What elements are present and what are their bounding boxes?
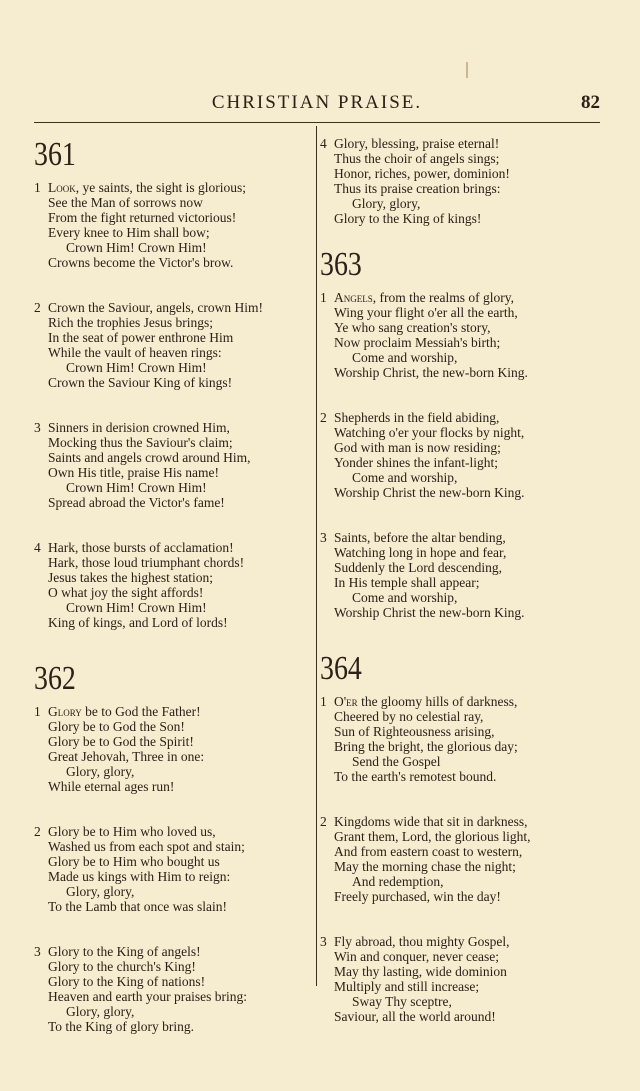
stanza-line bbox=[320, 769, 602, 784]
stanza-number: 2 bbox=[320, 814, 327, 829]
stanza-first-line bbox=[320, 934, 602, 949]
stanza-line bbox=[34, 600, 310, 615]
line-text: Grant them, Lord, the glorious light, bbox=[334, 829, 531, 844]
line-text: Wing your flight o'er all the earth, bbox=[334, 305, 518, 320]
line-text: Rich the trophies Jesus brings; bbox=[48, 315, 213, 330]
line-text: Multiply and still increase; bbox=[334, 979, 480, 994]
stanza-wrap bbox=[34, 824, 310, 914]
page-header bbox=[34, 92, 600, 118]
stanza-number: 3 bbox=[320, 934, 327, 949]
hymn-364 bbox=[320, 650, 602, 1024]
stanza-line bbox=[34, 555, 310, 570]
stanza-wrap bbox=[34, 420, 310, 510]
stanza bbox=[320, 136, 602, 226]
stanza-line bbox=[320, 350, 602, 365]
line-text: ye saints, the sight is glorious; bbox=[82, 180, 246, 195]
stanza-wrap bbox=[320, 410, 602, 500]
stanza-line bbox=[320, 605, 602, 620]
stanza-line bbox=[34, 779, 310, 794]
line-text: In the seat of power enthrone Him bbox=[48, 330, 234, 345]
line-text: Sinners in derision crowned Him, bbox=[48, 420, 230, 435]
line-text: Glory be to God the Spirit! bbox=[48, 734, 194, 749]
stanza-line bbox=[34, 210, 310, 225]
line-text: Honor, riches, power, dominion! bbox=[334, 166, 510, 181]
line-text: Crown the Saviour King of kings! bbox=[48, 375, 233, 390]
hymn-text bbox=[34, 704, 310, 1034]
stanza bbox=[34, 944, 310, 1034]
stanza-wrap bbox=[320, 934, 602, 1024]
line-text: From the fight returned victorious! bbox=[48, 210, 237, 225]
stanza-line bbox=[34, 495, 310, 510]
line-text: Freely purchased, win the day! bbox=[334, 889, 501, 904]
continued-stanza bbox=[320, 136, 602, 226]
stanza-line bbox=[34, 255, 310, 270]
line-text: Glory, blessing, praise eternal! bbox=[334, 136, 500, 151]
stanza-number: 3 bbox=[320, 530, 327, 545]
stanza-line bbox=[34, 450, 310, 465]
line-text: Come and worship, bbox=[352, 590, 458, 605]
line-text: To the Lamb that once was slain! bbox=[48, 899, 228, 914]
stanza-line bbox=[34, 959, 310, 974]
stanza-line bbox=[34, 375, 310, 390]
line-text: Send the Gospel bbox=[352, 754, 441, 769]
stanza bbox=[34, 180, 310, 270]
left-column bbox=[34, 126, 310, 1034]
stanza-line bbox=[34, 345, 310, 360]
hymn-number: 361 bbox=[34, 136, 76, 173]
line-text: Sway Thy sceptre, bbox=[352, 994, 452, 1009]
line-text: Yonder shines the infant-light; bbox=[334, 455, 498, 470]
stanza-line bbox=[320, 739, 602, 754]
stanza-line bbox=[34, 974, 310, 989]
stanza-wrap bbox=[34, 300, 310, 390]
stanza-line bbox=[320, 964, 602, 979]
line-text: To the earth's remotest bound. bbox=[334, 769, 497, 784]
line-text: While the vault of heaven rings: bbox=[48, 345, 222, 360]
line-text: Watching o'er your flocks by night, bbox=[334, 425, 525, 440]
page-number: 82 bbox=[581, 92, 600, 113]
stanza-number: 3 bbox=[34, 420, 41, 435]
line-text: Glory be to Him who bought us bbox=[48, 854, 220, 869]
line-text: be to God the Father! bbox=[85, 704, 201, 719]
stanza-number: 1 bbox=[34, 704, 41, 719]
line-text: Bring the bright, the glorious day; bbox=[334, 739, 518, 754]
stanza-first-line bbox=[34, 704, 310, 719]
stanza-wrap bbox=[320, 290, 602, 380]
stanza-number: 1 bbox=[34, 180, 41, 195]
right-column bbox=[320, 126, 602, 1024]
stanza-first-line bbox=[34, 540, 310, 555]
stanza bbox=[34, 540, 310, 630]
stanza-line bbox=[320, 949, 602, 964]
stanza-number: 1 bbox=[320, 290, 327, 305]
stanza-line bbox=[320, 196, 602, 211]
hymn-text bbox=[320, 290, 602, 620]
hymn-number: 362 bbox=[34, 660, 76, 697]
stanza-line bbox=[320, 425, 602, 440]
running-title: CHRISTIAN PRAISE. bbox=[211, 92, 423, 113]
stanza-line bbox=[34, 240, 310, 255]
line-text: Thus the choir of angels sings; bbox=[334, 151, 500, 166]
stanza-wrap bbox=[34, 180, 310, 270]
stanza-line bbox=[320, 365, 602, 380]
stanza-line bbox=[320, 545, 602, 560]
line-text: Cheered by no celestial ray, bbox=[334, 709, 484, 724]
stanza-line bbox=[34, 869, 310, 884]
stanza-wrap bbox=[320, 530, 602, 620]
line-text: Sun of Righteousness arising, bbox=[334, 724, 495, 739]
stanza-line bbox=[320, 485, 602, 500]
stanza-line bbox=[34, 480, 310, 495]
hymn-number: 364 bbox=[320, 650, 362, 687]
stanza-line bbox=[320, 724, 602, 739]
line-text: the gloomy hills of darkness, bbox=[361, 694, 518, 709]
line-text: To the King of glory bring. bbox=[48, 1019, 195, 1034]
line-text: Hark, those loud triumphant chords! bbox=[48, 555, 245, 570]
stanza-first-line bbox=[320, 530, 602, 545]
stanza-number: 2 bbox=[34, 824, 41, 839]
hymn-361 bbox=[34, 136, 310, 630]
stanza-number: 4 bbox=[34, 540, 41, 555]
stanza-line bbox=[320, 181, 602, 196]
line-text: While eternal ages run! bbox=[48, 779, 175, 794]
line-text: O what joy the sight affords! bbox=[48, 585, 204, 600]
stanza-line bbox=[34, 360, 310, 375]
line-text: God with man is now residing; bbox=[334, 440, 501, 455]
stanza-first-line bbox=[34, 944, 310, 959]
stanza-line bbox=[320, 859, 602, 874]
line-text: Come and worship, bbox=[352, 470, 458, 485]
line-text: Fly abroad, thou mighty Gospel, bbox=[334, 934, 510, 949]
line-text: Crown Him! Crown Him! bbox=[66, 600, 207, 615]
stanza-lead-word: O'er bbox=[334, 694, 358, 709]
paper-mark bbox=[466, 62, 468, 78]
stanza-line bbox=[34, 899, 310, 914]
stanza-first-line bbox=[34, 824, 310, 839]
stanza-line bbox=[320, 590, 602, 605]
stanza-first-line bbox=[34, 420, 310, 435]
line-text: Thus its praise creation brings: bbox=[334, 181, 501, 196]
stanza-line bbox=[320, 151, 602, 166]
stanza-line bbox=[34, 884, 310, 899]
stanza-line bbox=[34, 195, 310, 210]
stanza bbox=[34, 824, 310, 914]
line-text: Suddenly the Lord descending, bbox=[334, 560, 502, 575]
stanza-line bbox=[34, 734, 310, 749]
stanza-line bbox=[34, 749, 310, 764]
line-text: Watching long in hope and fear, bbox=[334, 545, 507, 560]
line-text: Crown Him! Crown Him! bbox=[66, 360, 207, 375]
line-text: Ye who sang creation's story, bbox=[334, 320, 491, 335]
line-text: Crown Him! Crown Him! bbox=[66, 240, 207, 255]
stanza-line bbox=[320, 709, 602, 724]
line-text: Win and conquer, never cease; bbox=[334, 949, 499, 964]
line-text: Saints and angels crowd around Him, bbox=[48, 450, 251, 465]
stanza-lead-word: Look, bbox=[48, 180, 80, 195]
stanza-line bbox=[34, 585, 310, 600]
line-text: Great Jehovah, Three in one: bbox=[48, 749, 205, 764]
stanza-lead-word: Angels, bbox=[334, 290, 377, 305]
stanza-line bbox=[34, 854, 310, 869]
stanza-wrap bbox=[34, 540, 310, 630]
stanza-line bbox=[320, 844, 602, 859]
hymn-text bbox=[320, 694, 602, 1024]
stanza-line bbox=[34, 465, 310, 480]
stanza bbox=[34, 704, 310, 794]
stanza-first-line bbox=[320, 290, 602, 305]
line-text: Glory to the King of kings! bbox=[334, 211, 482, 226]
stanza-line bbox=[320, 211, 602, 226]
line-text: And from eastern coast to western, bbox=[334, 844, 523, 859]
stanza-number: 2 bbox=[320, 410, 327, 425]
stanza-line bbox=[34, 1004, 310, 1019]
stanza-line bbox=[320, 1009, 602, 1024]
stanza-line bbox=[34, 989, 310, 1004]
line-text: King of kings, and Lord of lords! bbox=[48, 615, 228, 630]
stanza-line bbox=[320, 440, 602, 455]
line-text: Hark, those bursts of acclamation! bbox=[48, 540, 234, 555]
stanza-line bbox=[34, 839, 310, 854]
stanza-first-line bbox=[34, 180, 310, 195]
line-text: Made us kings with Him to reign: bbox=[48, 869, 231, 884]
line-text: Glory to the King of angels! bbox=[48, 944, 201, 959]
stanza-line bbox=[320, 305, 602, 320]
line-text: Jesus takes the highest station; bbox=[48, 570, 213, 585]
line-text: Glory, glory, bbox=[66, 1004, 135, 1019]
stanza-line bbox=[34, 570, 310, 585]
line-text: And redemption, bbox=[352, 874, 444, 889]
line-text: Washed us from each spot and stain; bbox=[48, 839, 245, 854]
line-text: May thy lasting, wide dominion bbox=[334, 964, 507, 979]
stanza-line bbox=[320, 889, 602, 904]
stanza-number: 3 bbox=[34, 944, 41, 959]
stanza-wrap bbox=[320, 814, 602, 904]
line-text: Own His title, praise His name! bbox=[48, 465, 219, 480]
line-text: Glory to the church's King! bbox=[48, 959, 196, 974]
line-text: Glory, glory, bbox=[66, 884, 135, 899]
line-text: Glory to the King of nations! bbox=[48, 974, 206, 989]
line-text: Worship Christ the new-born King. bbox=[334, 485, 525, 500]
line-text: Glory, glory, bbox=[66, 764, 135, 779]
stanza-number: 4 bbox=[320, 136, 327, 151]
stanza bbox=[320, 530, 602, 620]
stanza-first-line bbox=[34, 300, 310, 315]
line-text: Every knee to Him shall bow; bbox=[48, 225, 210, 240]
line-text: In His temple shall appear; bbox=[334, 575, 480, 590]
line-text: Glory be to God the Son! bbox=[48, 719, 185, 734]
stanza-first-line bbox=[320, 694, 602, 709]
stanza-first-line bbox=[320, 136, 602, 151]
stanza-line bbox=[320, 754, 602, 769]
stanza-number: 1 bbox=[320, 694, 327, 709]
stanza-line bbox=[34, 315, 310, 330]
stanza-first-line bbox=[320, 814, 602, 829]
line-text: Saints, before the altar bending, bbox=[334, 530, 506, 545]
stanza-line bbox=[320, 575, 602, 590]
stanza-line bbox=[320, 470, 602, 485]
stanza-wrap bbox=[34, 704, 310, 794]
line-text: Mocking thus the Saviour's claim; bbox=[48, 435, 233, 450]
stanza-number: 2 bbox=[34, 300, 41, 315]
stanza bbox=[320, 814, 602, 904]
line-text: Spread abroad the Victor's fame! bbox=[48, 495, 225, 510]
line-text: Worship Christ the new-born King. bbox=[334, 605, 525, 620]
hymn-362 bbox=[34, 660, 310, 1034]
stanza-wrap bbox=[34, 944, 310, 1034]
line-text: Now proclaim Messiah's birth; bbox=[334, 335, 501, 350]
hymn-363 bbox=[320, 246, 602, 620]
stanza-line bbox=[320, 320, 602, 335]
line-text: Glory, glory, bbox=[352, 196, 421, 211]
stanza-lead-word: Glory bbox=[48, 704, 82, 719]
line-text: Crowns become the Victor's brow. bbox=[48, 255, 234, 270]
line-text: May the morning chase the night; bbox=[334, 859, 516, 874]
stanza-line bbox=[34, 435, 310, 450]
stanza bbox=[34, 420, 310, 510]
stanza-line bbox=[34, 764, 310, 779]
stanza-line bbox=[34, 719, 310, 734]
stanza bbox=[320, 694, 602, 784]
line-text: Kingdoms wide that sit in darkness, bbox=[334, 814, 528, 829]
stanza-first-line bbox=[320, 410, 602, 425]
line-text: Saviour, all the world around! bbox=[334, 1009, 496, 1024]
stanza-line bbox=[320, 560, 602, 575]
stanza-line bbox=[320, 829, 602, 844]
stanza-line bbox=[320, 335, 602, 350]
line-text: Heaven and earth your praises bring: bbox=[48, 989, 248, 1004]
stanza bbox=[320, 934, 602, 1024]
hymn-number: 363 bbox=[320, 246, 362, 283]
header-rule bbox=[34, 122, 600, 123]
line-text: Worship Christ, the new-born King. bbox=[334, 365, 528, 380]
column-divider bbox=[316, 126, 317, 986]
stanza-line bbox=[320, 874, 602, 889]
stanza-line bbox=[320, 166, 602, 181]
stanza-line bbox=[34, 1019, 310, 1034]
stanza-wrap bbox=[320, 694, 602, 784]
stanza-line bbox=[34, 225, 310, 240]
hymn-text bbox=[34, 180, 310, 630]
stanza-line bbox=[34, 330, 310, 345]
stanza bbox=[320, 410, 602, 500]
stanza-line bbox=[34, 615, 310, 630]
stanza-line bbox=[320, 994, 602, 1009]
line-text: Crown the Saviour, angels, crown Him! bbox=[48, 300, 264, 315]
stanza-line bbox=[320, 455, 602, 470]
stanza bbox=[320, 290, 602, 380]
line-text: Glory be to Him who loved us, bbox=[48, 824, 216, 839]
line-text: Come and worship, bbox=[352, 350, 458, 365]
stanza-line bbox=[320, 979, 602, 994]
line-text: Crown Him! Crown Him! bbox=[66, 480, 207, 495]
line-text: Shepherds in the field abiding, bbox=[334, 410, 500, 425]
stanza bbox=[34, 300, 310, 390]
line-text: See the Man of sorrows now bbox=[48, 195, 203, 210]
line-text: from the realms of glory, bbox=[379, 290, 514, 305]
